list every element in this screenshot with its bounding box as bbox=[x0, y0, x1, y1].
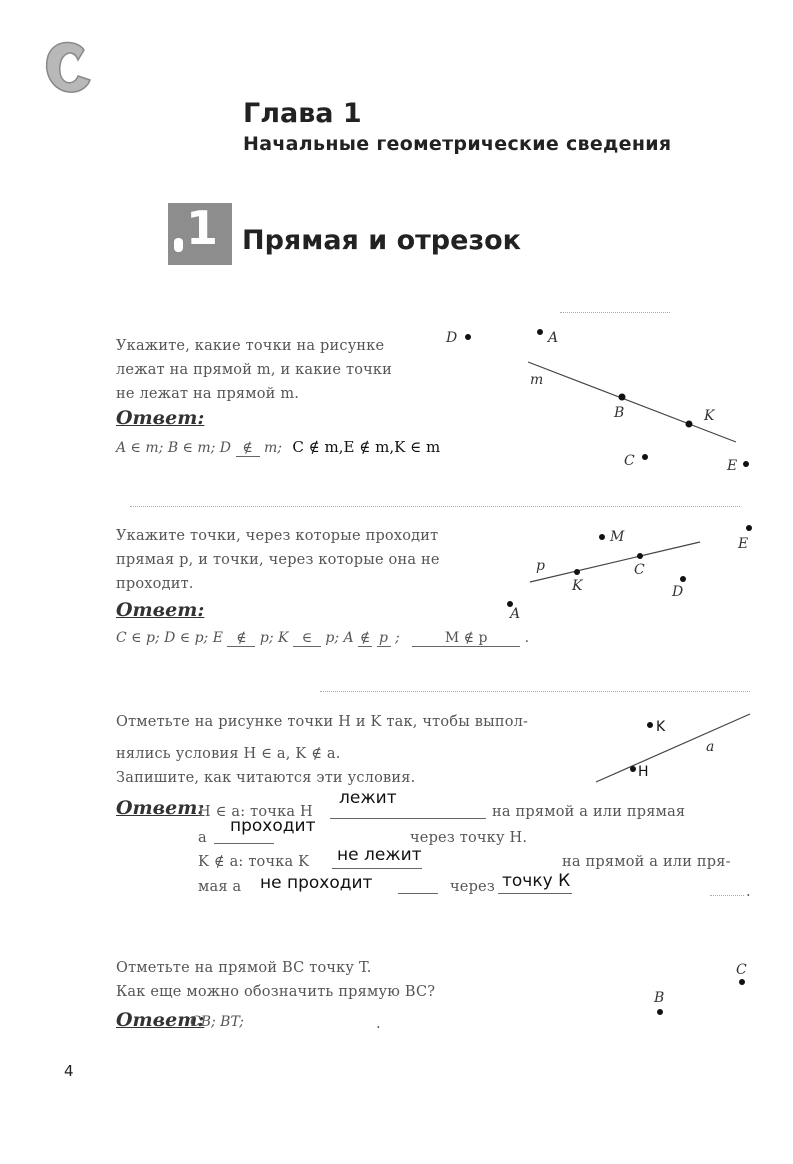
task4-figure bbox=[640, 958, 760, 1028]
task3-answer-line3-end: на прямой a или пря- bbox=[562, 854, 731, 870]
label-C: C bbox=[634, 562, 645, 578]
task3-answer-fill3[interactable]: не лежит bbox=[337, 845, 422, 865]
task1-line: лежат на прямой m, и какие точки bbox=[116, 362, 393, 378]
task4-answer bbox=[190, 1014, 244, 1030]
line-p bbox=[530, 542, 700, 582]
task1-answer bbox=[116, 438, 440, 457]
label-K: K bbox=[656, 719, 666, 735]
task1-answer-handwritten[interactable]: C ∉ m,E ∉ m,K ∈ m bbox=[292, 438, 441, 456]
task1-figure bbox=[440, 320, 770, 480]
task3-answer-line3-start: K ∉ a: точка K bbox=[198, 854, 310, 870]
point-D bbox=[465, 334, 471, 340]
task2-text bbox=[116, 524, 496, 596]
label-m: m bbox=[530, 372, 544, 388]
label-M: M bbox=[610, 529, 625, 545]
divider bbox=[130, 506, 740, 507]
point-M bbox=[599, 534, 605, 540]
task3-text bbox=[116, 710, 576, 790]
task4-answer-end: . bbox=[376, 1016, 381, 1032]
task1-answer-label: Ответ: bbox=[116, 407, 205, 429]
label-E: E bbox=[727, 458, 738, 474]
section-title: Прямая и отрезок bbox=[242, 225, 522, 256]
task3-answer-line2-end: через точку H. bbox=[410, 830, 528, 846]
task1-answer-m: m; bbox=[263, 440, 282, 456]
label-D: D bbox=[672, 584, 684, 600]
task3-answer-line4-end: . bbox=[746, 884, 751, 900]
divider bbox=[710, 895, 744, 896]
point-D bbox=[680, 576, 686, 582]
task2-answer-part2: p; K bbox=[259, 630, 289, 646]
task2-answer-fill4[interactable]: M ∉ p bbox=[412, 630, 520, 647]
task2-answer-fill3[interactable]: ∉ bbox=[359, 630, 371, 646]
task2-answer-end: . bbox=[524, 630, 530, 646]
task3-answer-fill2[interactable]: проходит bbox=[230, 816, 316, 836]
point-K bbox=[574, 569, 580, 575]
point-B bbox=[619, 394, 626, 401]
divider bbox=[320, 691, 750, 692]
point-B[interactable] bbox=[657, 1009, 663, 1015]
task2-answer-fill3b[interactable]: p bbox=[377, 630, 391, 647]
task1-answer-printed: A ∈ m; B ∈ m; D bbox=[116, 440, 232, 456]
point-E bbox=[746, 525, 752, 531]
task1-text bbox=[116, 334, 446, 406]
point-H[interactable] bbox=[630, 766, 636, 772]
task3-line: Запишите, как читаются эти условия. bbox=[116, 770, 416, 786]
task1-line: Укажите, какие точки на рисунке bbox=[116, 338, 385, 354]
task3-fill-line bbox=[330, 818, 486, 819]
task4-answer-label: Ответ: bbox=[116, 1009, 205, 1031]
task1-line: не лежат на прямой m. bbox=[116, 386, 300, 402]
divider bbox=[560, 312, 670, 313]
point-E bbox=[743, 461, 749, 467]
task2-line: Укажите точки, через которые проходит bbox=[116, 528, 439, 544]
chapter-logo-icon bbox=[40, 36, 94, 98]
task2-answer-part3: p; A bbox=[325, 630, 354, 646]
task3-answer-line4-mid: через bbox=[450, 879, 495, 895]
point-K[interactable] bbox=[647, 722, 653, 728]
task3-figure bbox=[590, 708, 760, 788]
task2-line: прямая p, и точки, через которые она не bbox=[116, 552, 440, 568]
task3-answer-label: Ответ: bbox=[116, 797, 205, 819]
task3-line: Отметьте на рисунке точки H и K так, чтобы выпол- bbox=[116, 714, 529, 730]
label-K: K bbox=[704, 408, 715, 424]
label-E: E bbox=[738, 536, 749, 552]
task2-answer-part1: C ∈ p; D ∈ p; E bbox=[116, 630, 223, 646]
task3-fill-line bbox=[214, 843, 274, 844]
task3-line: нялись условия H ∈ a, K ∉ a. bbox=[116, 746, 341, 762]
label-a: a bbox=[706, 739, 715, 755]
chapter-title: Глава 1 bbox=[243, 98, 362, 129]
label-A: A bbox=[548, 330, 559, 346]
task2-figure bbox=[500, 518, 770, 620]
point-C[interactable] bbox=[739, 979, 745, 985]
label-D: D bbox=[446, 330, 458, 346]
task4-text bbox=[116, 956, 536, 1004]
task3-answer-fill1[interactable]: лежит bbox=[339, 788, 397, 808]
task3-answer-line4-start: мая a bbox=[198, 879, 242, 895]
label-C: C bbox=[736, 962, 747, 978]
label-p: p bbox=[536, 558, 545, 574]
task3-fill-line bbox=[498, 893, 572, 894]
task3-answer-line2-start: a bbox=[198, 830, 207, 846]
section-number: 1 bbox=[186, 201, 219, 255]
task4-answer-text[interactable]: CB; BT; bbox=[190, 1014, 245, 1030]
task2-answer bbox=[116, 630, 529, 647]
label-K: K bbox=[572, 578, 583, 594]
point-C bbox=[642, 454, 648, 460]
label-B: B bbox=[654, 990, 665, 1006]
task2-line: проходит. bbox=[116, 576, 194, 592]
task3-answer-fill5[interactable]: точку К bbox=[502, 871, 571, 891]
line-a bbox=[596, 714, 750, 782]
section-marker bbox=[174, 238, 183, 252]
task3-answer-line1-end: на прямой a или прямая bbox=[492, 804, 686, 820]
task4-line: Как еще можно обозначить прямую BC? bbox=[116, 984, 436, 1000]
task1-answer-fill[interactable]: ∉ bbox=[236, 440, 260, 457]
task3-fill-line bbox=[332, 868, 422, 869]
point-A bbox=[537, 329, 543, 335]
task2-answer-fill1[interactable]: ∉ bbox=[227, 630, 255, 647]
task2-answer-label: Ответ: bbox=[116, 599, 205, 621]
task3-answer-fill4[interactable]: не проходит bbox=[260, 873, 373, 893]
task2-answer-semicolon: ; bbox=[394, 630, 400, 646]
page-number: 4 bbox=[64, 1062, 74, 1080]
line-m bbox=[528, 362, 736, 442]
label-A: A bbox=[510, 606, 521, 620]
task2-answer-fill2[interactable]: ∈ bbox=[293, 630, 321, 647]
label-C: C bbox=[624, 453, 635, 469]
point-K bbox=[686, 421, 693, 428]
task4-line: Отметьте на прямой BC точку T. bbox=[116, 960, 372, 976]
task3-answer-line1-start: H ∈ a: точка H bbox=[198, 804, 313, 820]
label-H: H bbox=[638, 764, 649, 780]
chapter-subtitle: Начальные геометрические сведения bbox=[243, 133, 672, 155]
label-B: B bbox=[614, 405, 625, 421]
point-C bbox=[637, 553, 643, 559]
task3-fill-line bbox=[398, 893, 438, 894]
